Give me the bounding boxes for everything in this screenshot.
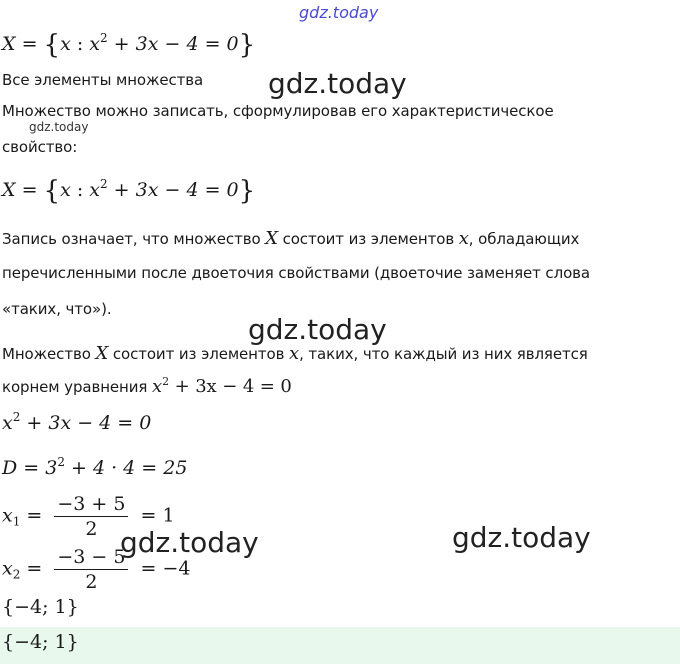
x2-eq: = (20, 557, 49, 580)
equation-base: x (2, 412, 13, 434)
discriminant-line (2, 457, 187, 479)
text-line-8-part-a: корнем уравнения (2, 378, 152, 396)
x1-numerator: −3 + 5 (54, 493, 128, 517)
formula-lhs: X (2, 33, 16, 55)
var-X: X (265, 228, 278, 249)
formula-body: x (89, 179, 100, 201)
text-line-2: Множество можно записать, сформулировав его характеристическое (2, 102, 554, 120)
text-line-7-part-b: состоит из элементов (108, 345, 289, 363)
formula-rest: + 3x − 4 = 0 (107, 179, 239, 201)
inline-equation-base: x (152, 376, 163, 397)
equation-rest: + 3x − 4 = 0 (20, 412, 152, 434)
formula-close-brace: } (238, 30, 256, 60)
inline-equation (152, 376, 292, 397)
var-x: x (289, 343, 300, 364)
x2-subscript: 2 (12, 567, 21, 582)
text-line-7 (2, 343, 588, 364)
formula-open-brace: { (43, 176, 61, 206)
inline-equation-rest: + 3x − 4 = 0 (168, 376, 292, 397)
x2-result: = −4 (134, 557, 191, 580)
answer-value: {−4; 1} (2, 631, 79, 653)
watermark-2: gdz.today (29, 120, 89, 134)
watermark-1: gdz.today (268, 67, 407, 100)
text-line-4-part-b: состоит из элементов (277, 230, 459, 248)
formula-var: x (60, 179, 71, 201)
root-x2-line (2, 546, 190, 593)
set-definition-formula (2, 30, 255, 60)
watermark-4: gdz.today (120, 526, 259, 559)
var-X: X (95, 343, 109, 364)
watermark-3: gdz.today (248, 313, 387, 346)
discriminant-rest: + 4 · 4 = 25 (64, 457, 188, 479)
formula-body: x (89, 33, 100, 55)
text-line-6: «таких, что»). (2, 300, 112, 318)
formula-close-brace: } (238, 176, 256, 206)
formula-lhs: X (2, 179, 16, 201)
text-line-7-part-c: , таких, что каждый из них является (299, 345, 588, 363)
equation-line (2, 412, 151, 434)
text-line-7-part-a: Множество (2, 345, 96, 363)
answer-box (0, 627, 680, 664)
x1-result: = 1 (134, 504, 175, 527)
formula-rest: + 3x − 4 = 0 (107, 33, 239, 55)
formula-square: 2 (100, 177, 108, 191)
formula-var: x (60, 33, 71, 55)
watermark-5: gdz.today (452, 521, 591, 554)
x2-label: x (2, 557, 13, 580)
text-line-4-part-a: Запись означает, что множество (2, 230, 266, 248)
formula-colon: : (70, 33, 90, 55)
x2-numerator: −3 − 5 (54, 546, 128, 570)
formula-eq: = (15, 33, 44, 55)
equation-square: 2 (12, 410, 21, 424)
formula-square: 2 (100, 31, 108, 45)
text-line-8 (2, 376, 292, 397)
text-line-5: перечисленными после двоеточия свойствами (двоеточие заменяет слова (2, 264, 590, 282)
x2-denominator: 2 (85, 571, 98, 593)
text-line-1: Все элементы множества (2, 71, 204, 89)
text-line-4 (2, 228, 579, 249)
watermark-top: gdz.today (299, 3, 379, 22)
discriminant-square: 2 (57, 455, 65, 469)
text-line-3: свойство: (2, 138, 78, 156)
x1-fraction (54, 493, 128, 540)
set-result: {−4; 1} (2, 596, 79, 618)
inline-equation-square: 2 (162, 375, 169, 388)
x1-subscript: 1 (12, 514, 21, 529)
set-definition-formula-repeat (2, 176, 255, 206)
x1-denominator: 2 (85, 518, 98, 540)
x2-fraction (54, 546, 128, 593)
x1-label: x (2, 504, 13, 527)
formula-eq: = (15, 179, 44, 201)
formula-open-brace: { (43, 30, 61, 60)
x1-eq: = (20, 504, 49, 527)
discriminant-lhs: D = 3 (2, 457, 58, 479)
text-line-4-part-c: , обладающих (468, 230, 580, 248)
var-x: x (458, 228, 469, 249)
formula-colon: : (70, 179, 90, 201)
